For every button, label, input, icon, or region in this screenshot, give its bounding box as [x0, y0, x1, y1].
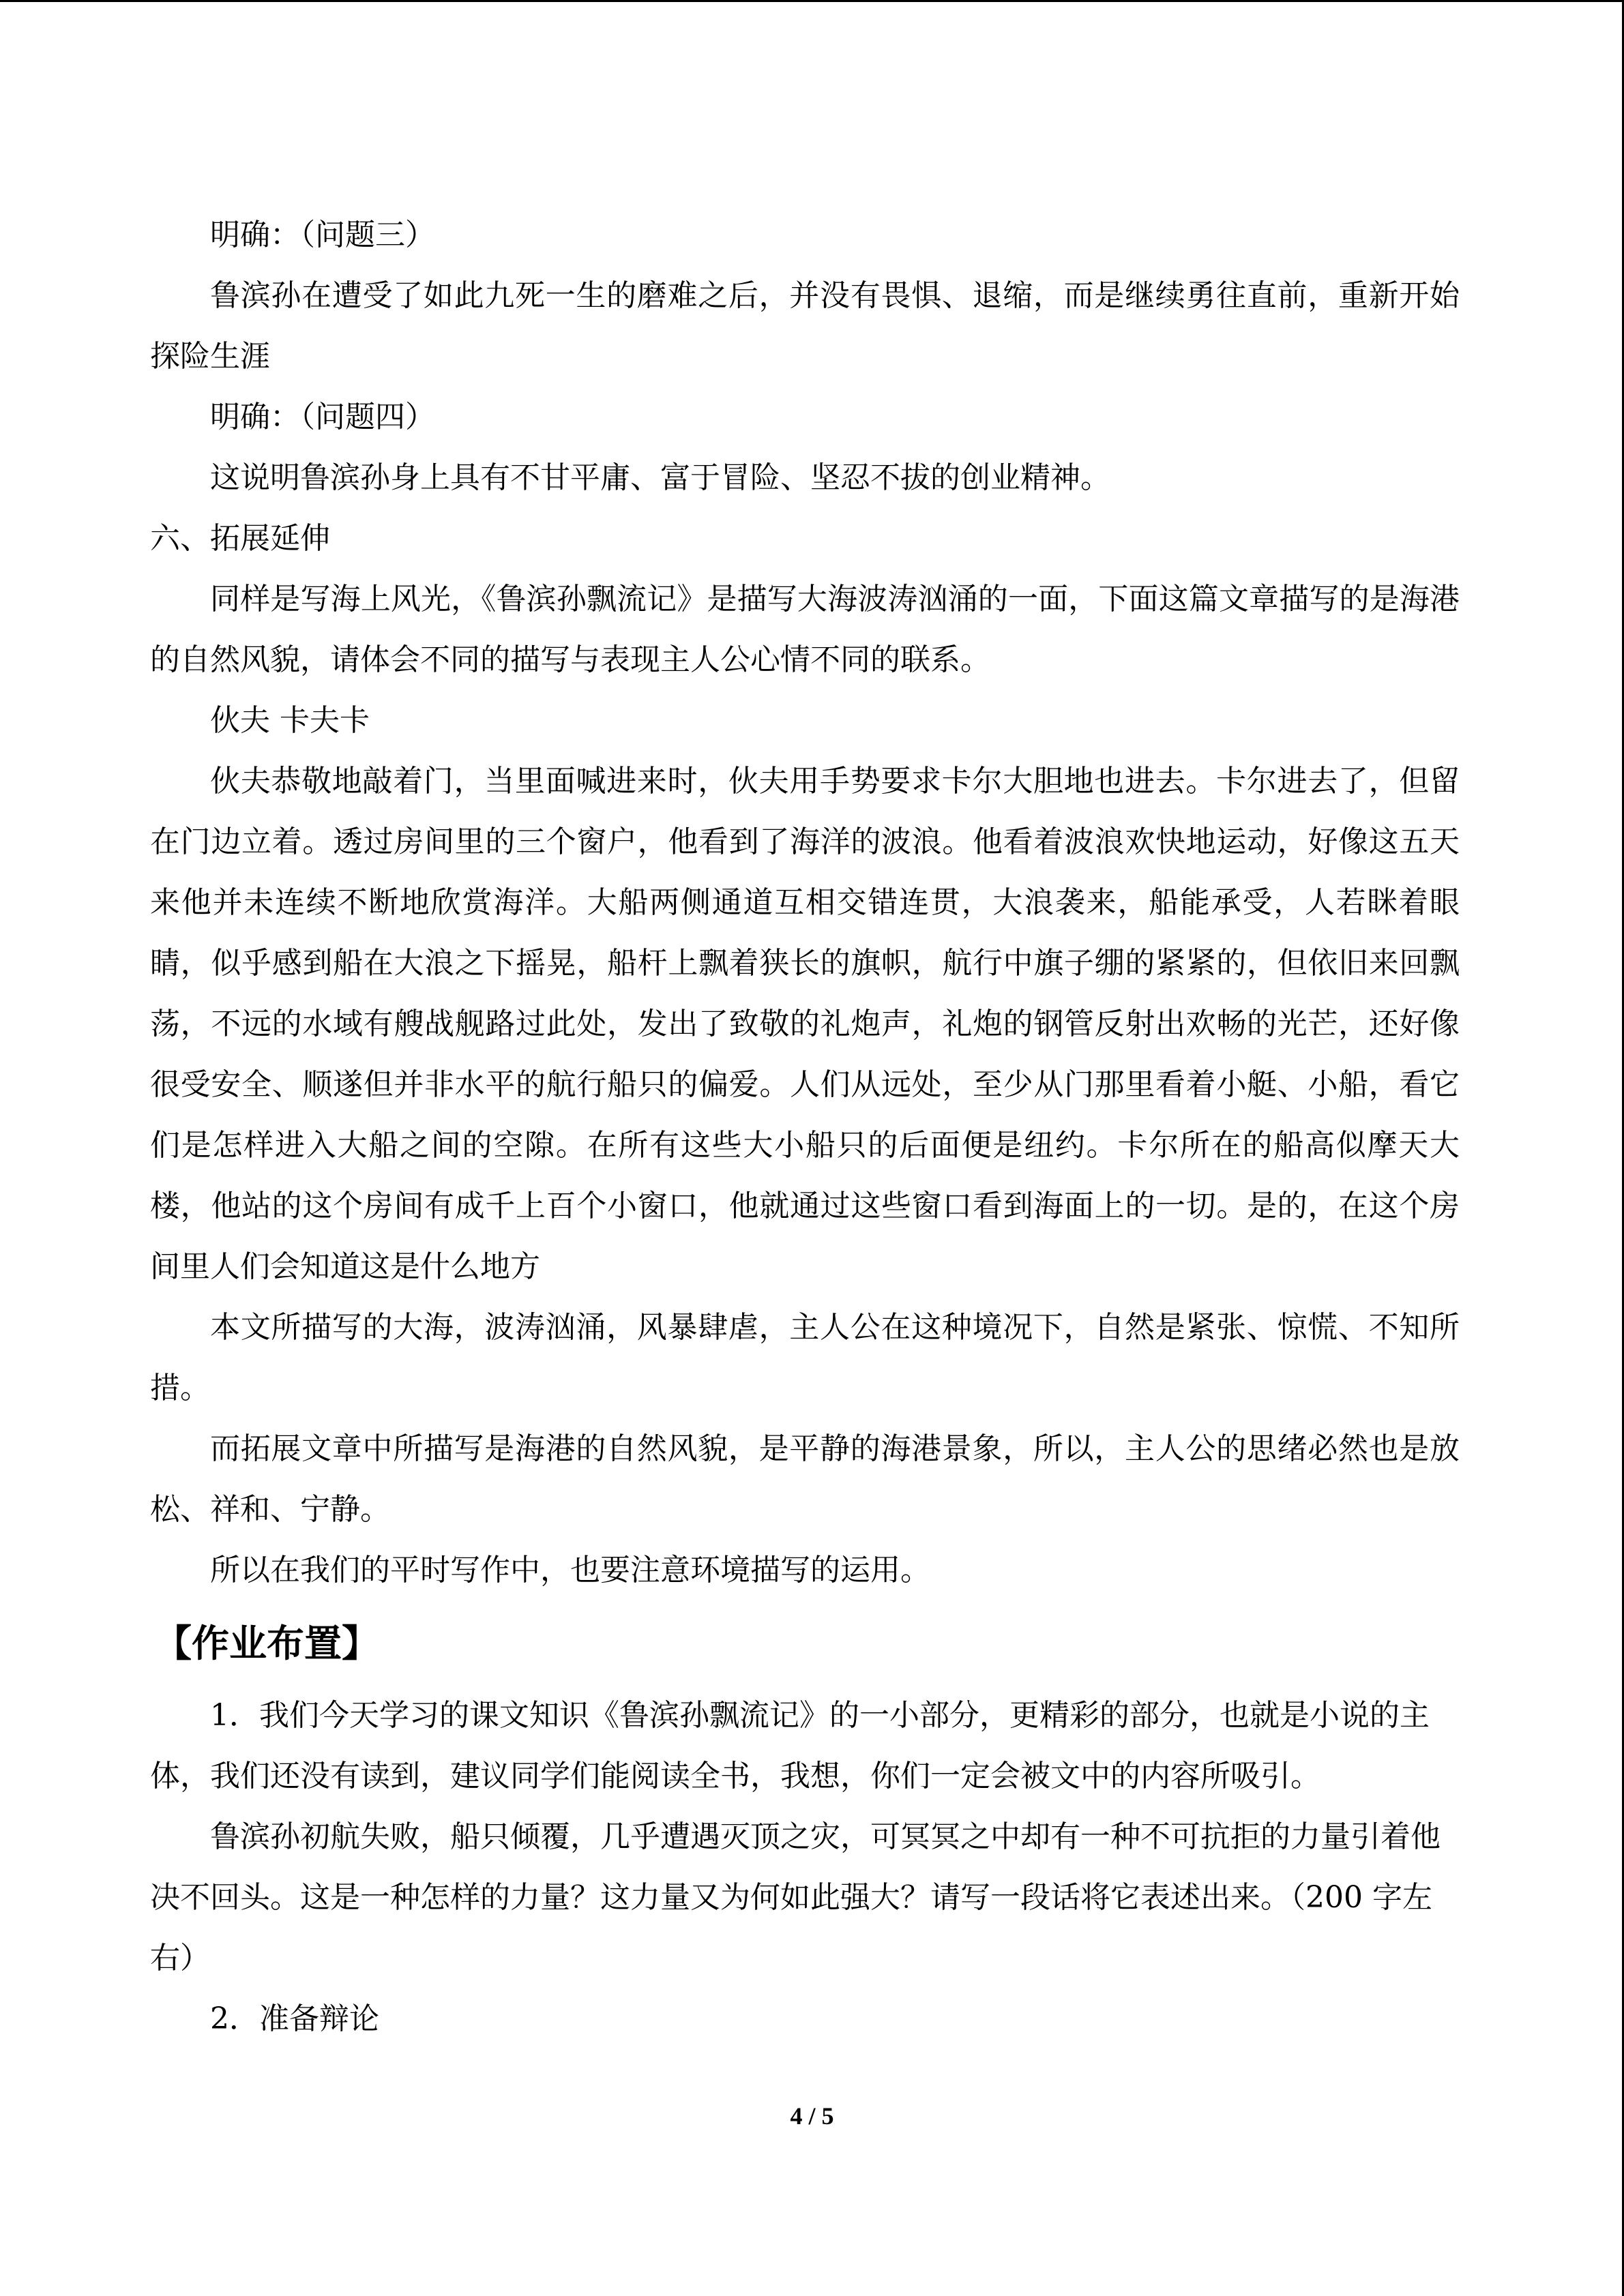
homework-item-1-task: 鲁滨孙初航失败，船只倾覆，几乎遭遇灭顶之灾，可冥冥之中却有一种不可抗拒的力量引着他决不回头。这是一种怎样的力量？这力量又为何如此强大？请写一段话将它表述出来。（200 字左右）: [150, 1819, 1441, 1976]
paragraph-conclusion: 所以在我们的平时写作中，也要注意环境描写的运用。: [210, 1553, 930, 1587]
page-border-top: [0, 0, 1624, 2]
paragraph-answer-4: 这说明鲁滨孙身上具有不甘平庸、富于冒险、坚忍不拔的创业精神。: [210, 460, 1110, 495]
paragraph-answer-3: 鲁滨孙在遭受了如此九死一生的磨难之后，并没有畏惧、退缩，而是继续勇往直前，重新开始探险生涯: [150, 278, 1460, 374]
excerpt-title: 伙夫 卡夫卡: [210, 703, 370, 738]
paragraph-extension-intro: 同样是写海上风光，《鲁滨孙飘流记》是描写大海波涛汹涌的一面，下面这篇文章描写的是海港的自然风貌，请体会不同的描写与表现主人公心情不同的联系。: [150, 582, 1460, 677]
homework-item-2: 2．准备辩论: [210, 2001, 379, 2036]
section-heading-extension: 六、拓展延伸: [150, 521, 330, 556]
paragraph-answer-3-label: 明确：（问题三）: [210, 218, 435, 252]
paragraph-analysis-2: 而拓展文章中所描写是海港的自然风貌，是平静的海港景象，所以，主人公的思绪必然也是放松、祥和、宁静。: [150, 1431, 1460, 1527]
paragraph-analysis-1: 本文所描写的大海，波涛汹涌，风暴肆虐，主人公在这种境况下，自然是紧张、惊慌、不知所措。: [150, 1310, 1460, 1405]
homework-heading: 【作业布置】: [154, 1622, 380, 1665]
paragraph-answer-4-label: 明确：（问题四）: [210, 400, 435, 434]
page-number: 4 / 5: [790, 2102, 834, 2130]
page-body: [150, 205, 1460, 2049]
excerpt-body: 伙夫恭敬地敲着门，当里面喊进来时，伙夫用手势要求卡尔大胆地也进去。卡尔进去了，但留在门边立着。透过房间里的三个窗户，他看到了海洋的波浪。他看着波浪欢快地运动，好像这五天来他并未连续不断地欣赏海洋。大船两侧通道互相交错连贯，大浪袭来，船能承受，人若眯着眼睛，似乎感到船在大浪之下摇晃，船杆上飘着狭长的旗帜，航行中旗子绷的紧紧的，但依旧来回飘荡，不远的水域有艘战舰路过此处，发出了致敬的礼炮声，礼炮的钢管反射出欢畅的光芒，还好像很受安全、顺遂但并非水平的航行船只的偏爱。人们从远处，至少从门那里看着小艇、小船，看它们是怎样进入大船之间的空隙。在所有这些大小船只的后面便是纽约。卡尔所在的船高似摩天大楼，他站的这个房间有成千上百个小窗口，他就通过这些窗口看到海面上的一切。是的，在这个房间里人们会知道这是什么地方: [150, 764, 1460, 1284]
homework-item-1: 1．我们今天学习的课文知识《鲁滨孙飘流记》的一小部分，更精彩的部分，也就是小说的主体，我们还没有读到，建议同学们能阅读全书，我想，你们一定会被文中的内容所吸引。: [150, 1698, 1430, 1793]
